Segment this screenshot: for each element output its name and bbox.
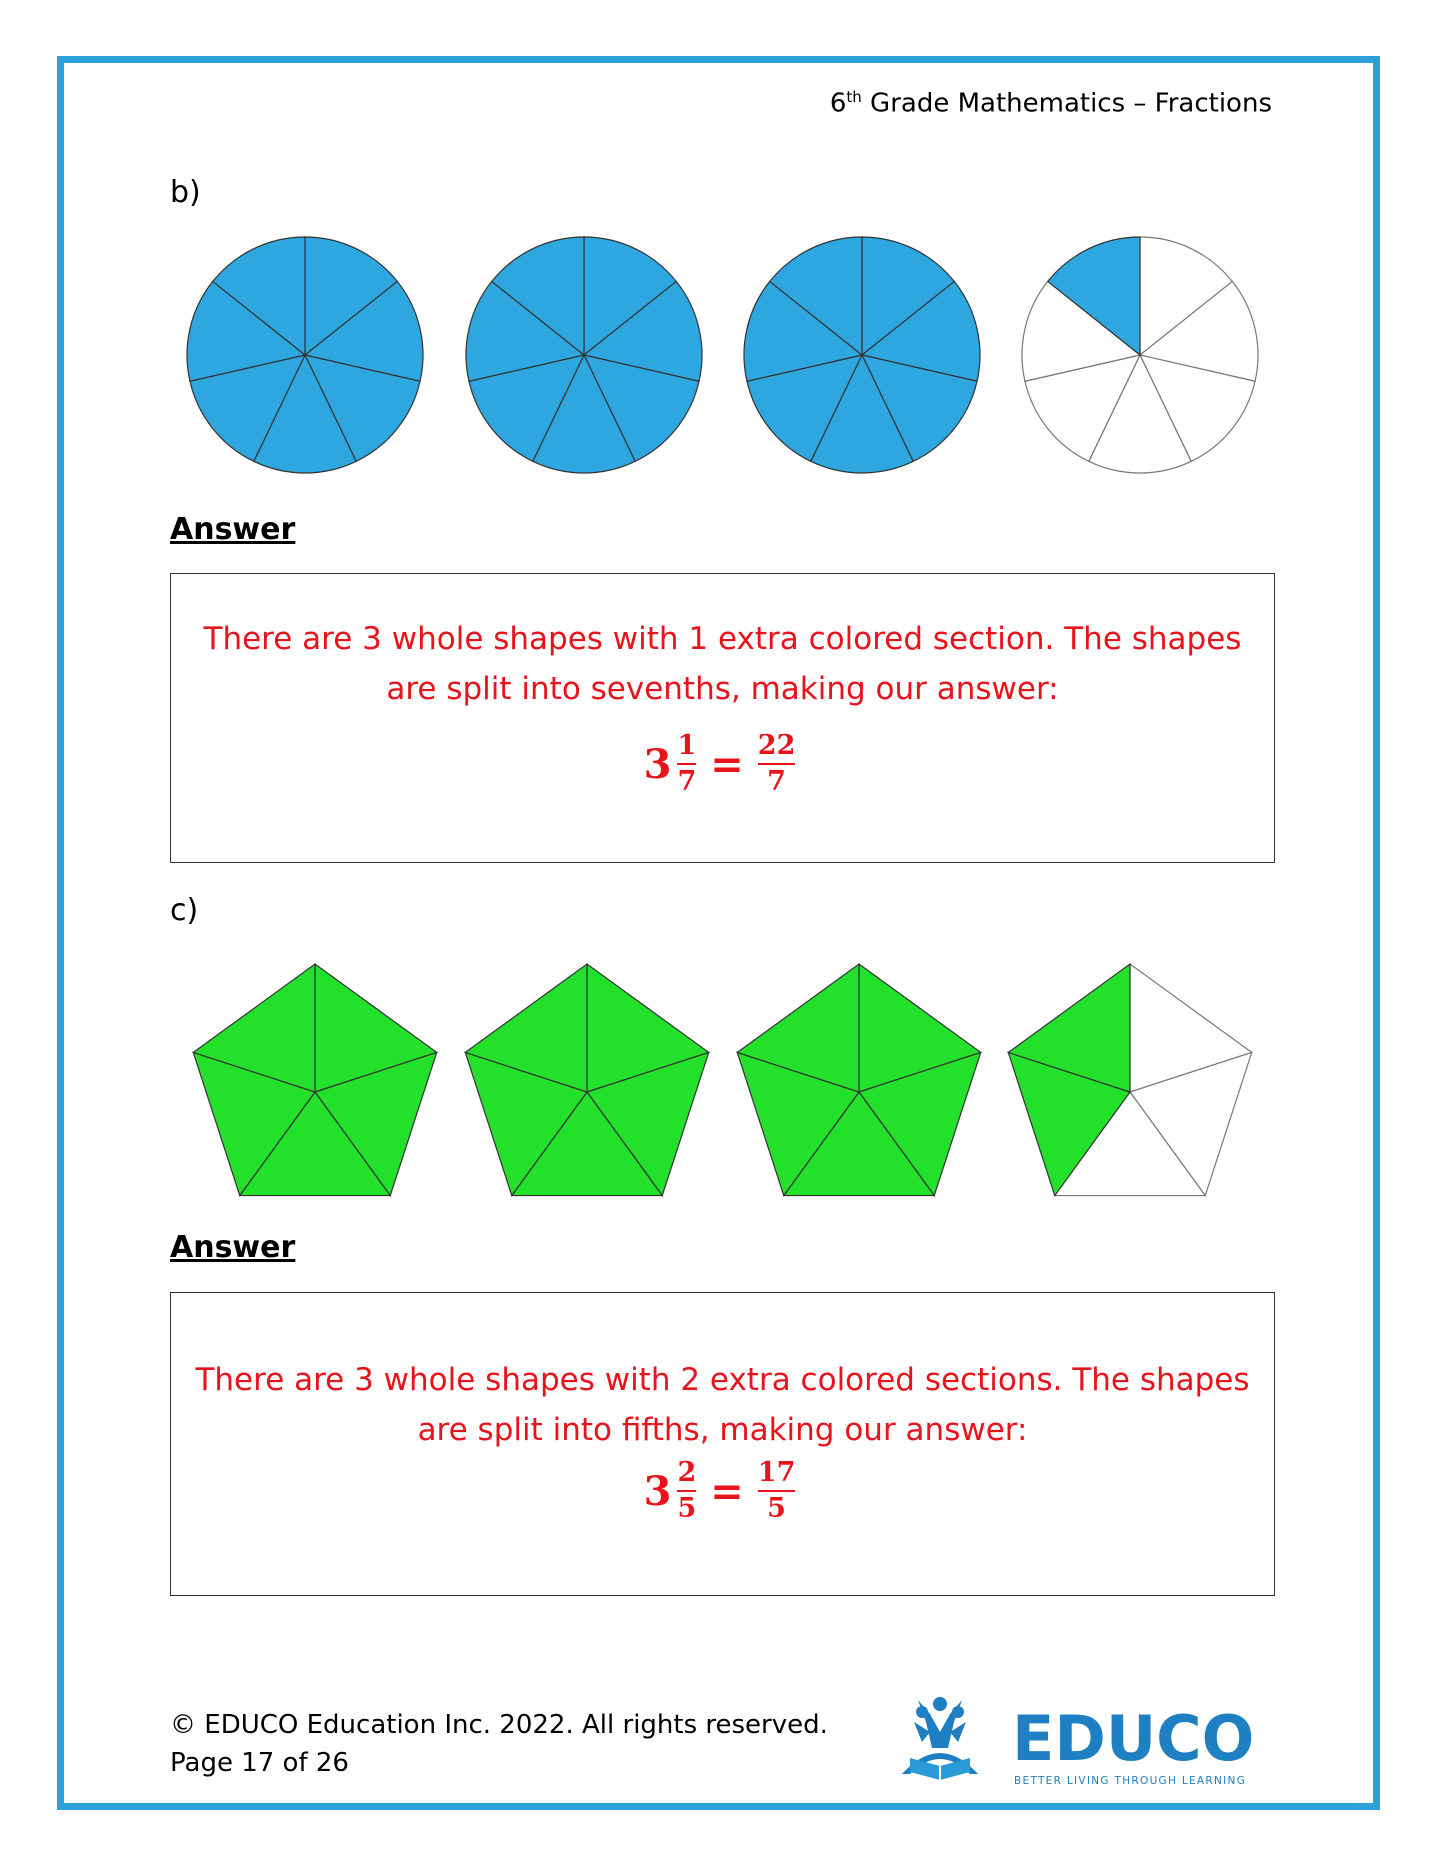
part-c-pentagons — [0, 945, 1445, 1205]
part-c-label: c) — [170, 893, 199, 928]
fraction-circle — [187, 237, 423, 473]
part-b-num: 1 — [677, 730, 697, 761]
fraction-pentagon — [737, 964, 980, 1196]
part-b-label: b) — [170, 175, 201, 210]
logo-name: EDUCO — [1012, 1702, 1255, 1775]
part-b-whole: 3 — [643, 740, 672, 788]
part-c-equation: 3 $\frac{2}{5}$ = $\frac{17}{5}$ — [643, 1457, 796, 1524]
part-b-result-num: 22 — [757, 730, 796, 761]
part-b-equation: 3 $\frac{1}{7}$ = $\frac{22}{7}$ — [643, 730, 796, 797]
page-header — [830, 88, 1272, 119]
part-c-den: 5 — [677, 1493, 697, 1524]
logo-tagline: BETTER LIVING THROUGH LEARNING — [1014, 1775, 1247, 1787]
part-b-den: 7 — [677, 766, 697, 797]
fraction-circle — [744, 237, 980, 473]
part-b-answer-line2: are split into sevenths, making our answer: — [386, 671, 1059, 707]
part-c-whole: 3 — [643, 1467, 672, 1515]
fraction-pentagon — [1008, 964, 1251, 1196]
page-number: Page 17 of 26 — [170, 1748, 349, 1778]
part-c-answer-heading: Answer — [170, 1230, 296, 1265]
part-c-answer-line1: There are 3 whole shapes with 2 extra colored sections. The shapes — [195, 1362, 1250, 1398]
grade-suffix: th — [846, 88, 862, 106]
part-b-result-den: 7 — [767, 766, 786, 797]
part-c-answer-box — [170, 1292, 1275, 1596]
part-c-num: 2 — [677, 1457, 697, 1488]
header-title: Grade Mathematics – Fractions — [861, 88, 1272, 119]
part-b-answer-heading: Answer — [170, 512, 296, 547]
copyright-text: © EDUCO Education Inc. 2022. All rights reserved. — [170, 1710, 828, 1740]
grade-number: 6 — [829, 88, 847, 119]
fraction-circle — [466, 237, 702, 473]
part-c-answer-line2: are split into fifths, making our answer: — [417, 1412, 1028, 1448]
fraction-pentagon — [465, 964, 708, 1196]
fraction-circle — [1022, 237, 1258, 473]
educo-logo — [900, 1692, 1260, 1792]
part-b-circles — [0, 220, 1445, 520]
part-b-answer-line1: There are 3 whole shapes with 1 extra colored section. The shapes — [203, 621, 1242, 657]
part-c-result-den: 5 — [767, 1493, 786, 1524]
fraction-pentagon — [193, 964, 436, 1196]
part-c-result-num: 17 — [757, 1457, 796, 1488]
part-b-answer-box — [170, 573, 1275, 863]
